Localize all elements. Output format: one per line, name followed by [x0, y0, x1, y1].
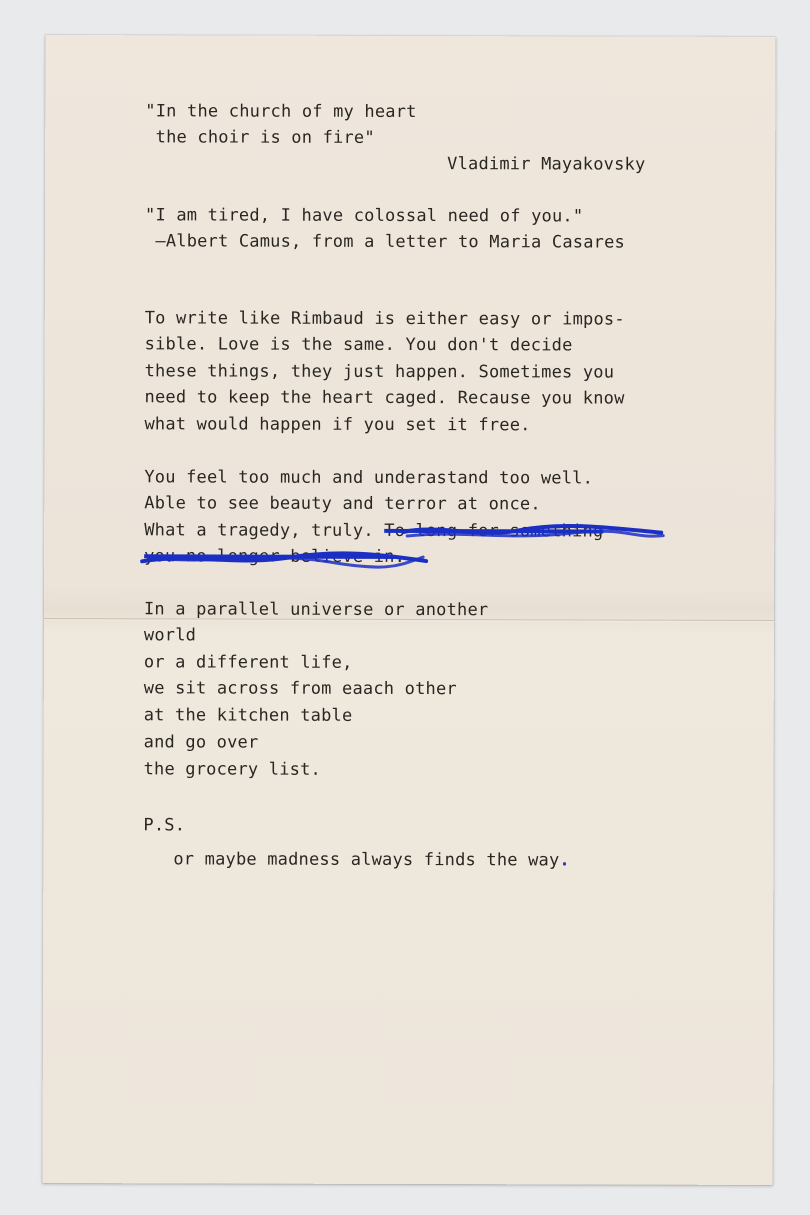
paragraph-1-line: these things, they just happen. Sometimes you	[144, 361, 615, 383]
paragraph-2-line-3-text: What a tragedy, truly.	[144, 520, 374, 541]
paragraph-1-line: To write like Rimbaud is either easy or impos-	[144, 308, 625, 330]
crossed-out-text: To long for something	[384, 520, 604, 542]
quote-2-line-1: "I am tired, I have colossal need of you."	[145, 205, 584, 227]
paragraph-2-line-3	[144, 520, 603, 541]
poem-line: world	[143, 625, 197, 646]
paragraph-1-line: need to keep the heart caged. Recause you know	[144, 387, 625, 409]
poem-line: at the kitchen table	[143, 705, 353, 726]
poem-line: In a parallel universe or another	[143, 599, 489, 621]
paragraph-2-line-1: You feel too much and underastand too well.	[144, 467, 594, 489]
ps-text	[173, 849, 570, 870]
quote-1-attribution: Vladimir Mayakovsky	[447, 154, 646, 175]
paragraph-2-line-2: Able to see beauty and terror at once.	[144, 493, 541, 515]
quote-2-attribution: —Albert Camus, from a letter to Maria Casares	[144, 231, 626, 253]
crossed-out-text: you no longer believe in	[144, 546, 395, 567]
paragraph-2-line-4-period: .	[394, 546, 406, 567]
ps-blue-period: .	[559, 850, 570, 871]
quote-1-line-1: "In the church of my heart	[145, 101, 417, 123]
paragraph-1-line: sible. Love is the same. You don't decide	[144, 334, 573, 356]
poem-line: we sit across from eaach other	[143, 678, 457, 700]
paragraph-2-line-4	[144, 546, 405, 567]
ps-sentence: or maybe madness always finds the way	[173, 849, 560, 871]
poem-line: or a different life,	[143, 652, 353, 673]
paragraph-1-line: what would happen if you set it free.	[144, 414, 531, 436]
typed-letter-page	[42, 35, 775, 1185]
quote-1-line-2: the choir is on fire"	[145, 127, 375, 148]
ps-label: P.S.	[143, 815, 186, 836]
poem-line: and go over	[143, 732, 259, 753]
poem-line: the grocery list.	[143, 759, 322, 780]
